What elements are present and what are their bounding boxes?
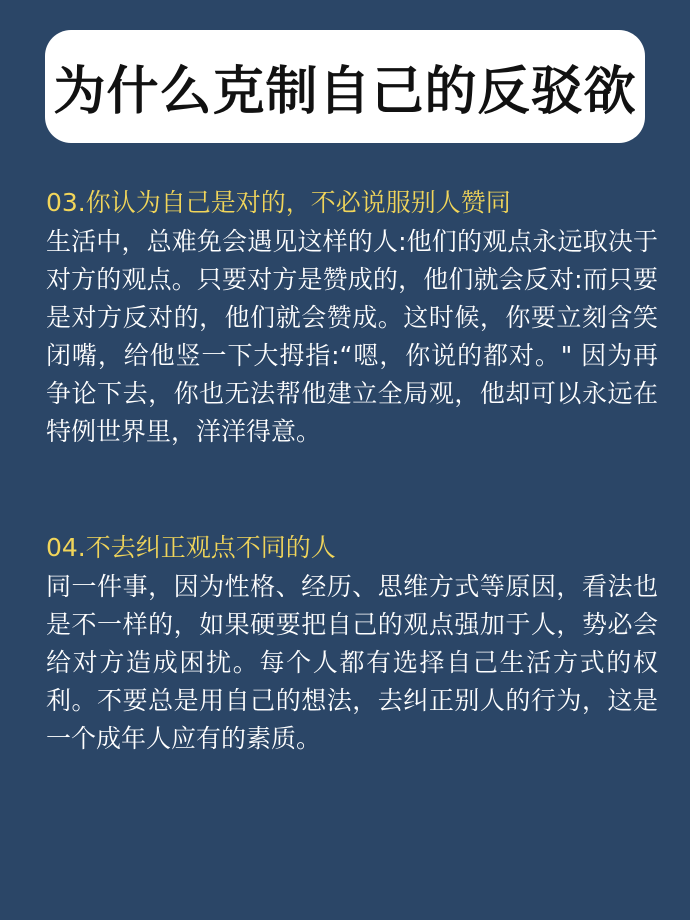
section-04: [46, 528, 658, 758]
section-heading: 03.你认为自己是对的，不必说服别人赞同: [46, 188, 511, 217]
section-03: [46, 183, 658, 451]
section-heading: 04.不去纠正观点不同的人: [46, 533, 336, 562]
section-body: 生活中，总难免会遇见这样的人:他们的观点永远取决于对方的观点。只要对方是赞成的，他们就会反对:而只要是对方反对的，他们就会赞成。这时候，你要立刻含笑闭嘴，给他竖一下大拇指:“嗯，你说的都对。" 因为再争论下去，你也无法帮他建立全局观，他却可以永远在特例世界里，洋洋得意。: [46, 227, 658, 446]
page-title: 为什么克制自己的反驳欲: [53, 62, 637, 122]
title-card: [45, 30, 645, 143]
section-body: 同一件事，因为性格、经历、思维方式等原因，看法也是不一样的，如果硬要把自己的观点强加于人，势必会给对方造成困扰。每个人都有选择自己生活方式的权利。不要总是用自己的想法，去纠正别人的行为，这是一个成年人应有的素质。: [46, 572, 658, 753]
